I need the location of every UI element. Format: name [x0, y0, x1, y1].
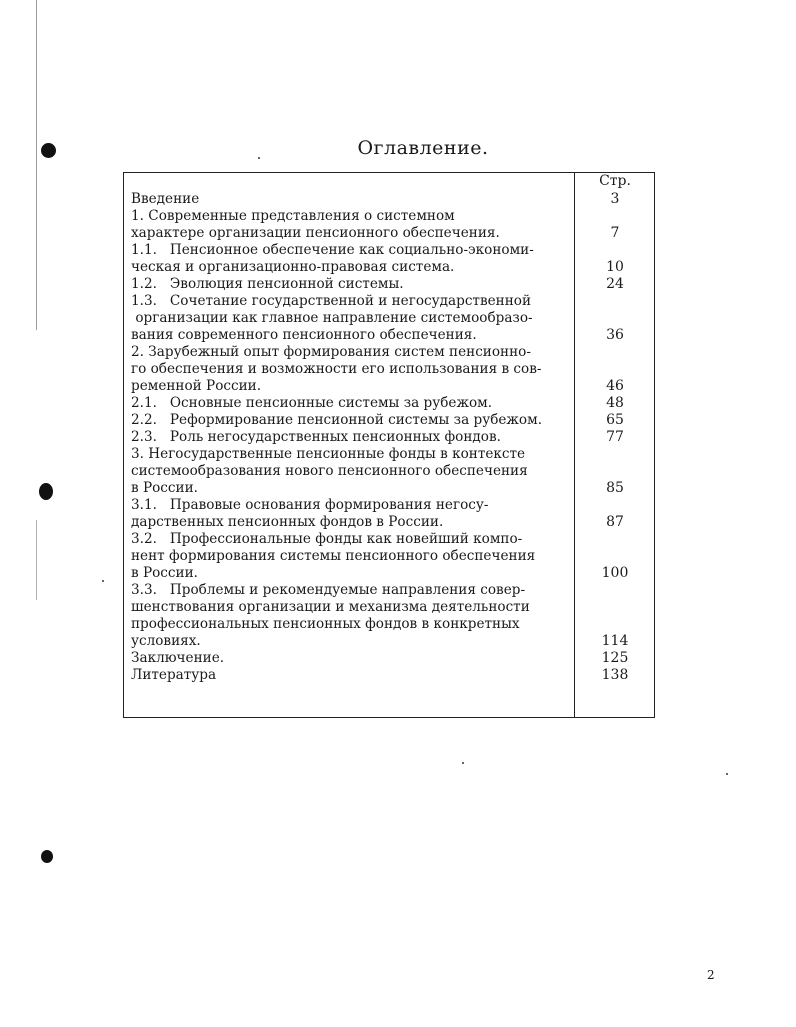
- toc-entry-page: 85: [606, 480, 624, 496]
- toc-entry-text: 2.3. Роль негосударственных пенсионных фондов.: [131, 429, 501, 445]
- toc-entry-page: 138: [601, 667, 629, 683]
- punch-hole: [39, 483, 53, 500]
- page-column-header: Стр.: [599, 173, 631, 189]
- toc-entry-page: 36: [606, 327, 624, 343]
- toc-entry: [124, 191, 654, 208]
- toc-entry-text: 1. Современные представления о системном: [131, 208, 455, 224]
- toc-entry-text: 1.3. Сочетание государственной и негосударственной: [131, 293, 532, 309]
- toc-entry-text: 3.2. Профессиональные фонды как новейший компо-: [131, 531, 523, 547]
- toc-entry-text: ческая и организационно-правовая система.: [131, 259, 455, 275]
- toc-entry-text: 2.1. Основные пенсионные системы за рубежом.: [131, 395, 493, 411]
- toc-entry: [124, 276, 654, 293]
- toc-entry-text: характере организации пенсионного обеспечения.: [131, 225, 500, 241]
- scan-edge-line: [36, 0, 37, 330]
- toc-entry-text: профессиональных пенсионных фондов в конкретных: [131, 616, 520, 632]
- toc-entry-text: условиях.: [131, 633, 201, 649]
- toc-entry-text: 1.1. Пенсионное обеспечение как социально-экономи-: [131, 242, 534, 258]
- toc-entry-text: организации как главное направление системообразо-: [131, 310, 533, 326]
- toc-entry-page: 3: [610, 191, 620, 207]
- toc-entry: [124, 497, 654, 531]
- toc-entry-text: 3.1. Правовые основания формирования негосу-: [131, 497, 489, 513]
- toc-entry: [124, 650, 654, 667]
- toc-entry-text: 1.2. Эволюция пенсионной системы.: [131, 276, 404, 292]
- toc-entry-page: 46: [606, 378, 624, 394]
- toc-entry-page: 48: [606, 395, 624, 411]
- toc-entry-page: 77: [606, 429, 624, 445]
- toc-entry: [124, 429, 654, 446]
- toc-entry: [124, 344, 654, 395]
- toc-entry-text: нент формирования системы пенсионного обеспечения: [131, 548, 536, 564]
- scan-speck: [726, 773, 728, 775]
- toc-entry-text: Введение: [131, 191, 200, 207]
- scan-speck: [462, 762, 464, 764]
- toc-entry-text: в России.: [131, 565, 198, 581]
- page-number: 2: [707, 968, 715, 982]
- toc-entry-text: 3. Негосударственные пенсионные фонды в контексте: [131, 446, 526, 462]
- scan-speck: [102, 580, 104, 582]
- toc-entry-page: 87: [606, 514, 624, 530]
- toc-entry: [124, 531, 654, 582]
- toc-entry-text: вания современного пенсионного обеспечения.: [131, 327, 477, 343]
- toc-entry-text: в России.: [131, 480, 198, 496]
- toc-entry-text: ременной России.: [131, 378, 262, 394]
- toc-entry-text: дарственных пенсионных фондов в России.: [131, 514, 444, 530]
- toc-entry: [124, 395, 654, 412]
- toc-entry-text: Заключение.: [131, 650, 225, 666]
- scan-edge-line: [36, 520, 37, 600]
- toc-entry-page: 10: [606, 259, 624, 275]
- toc-entry-text: шенствования организации и механизма деятельности: [131, 599, 530, 615]
- toc-entry-page: 114: [601, 633, 629, 649]
- toc-entry-page: 24: [606, 276, 624, 292]
- toc-entry: [124, 667, 654, 684]
- punch-hole: [41, 850, 53, 863]
- toc-entry-page: 65: [606, 412, 624, 428]
- toc-entry-page: 125: [601, 650, 629, 666]
- toc-table: [123, 172, 655, 718]
- toc-entry-page: 100: [601, 565, 629, 581]
- toc-entry: [124, 412, 654, 429]
- toc-entry-text: 2.2. Реформирование пенсионной системы за рубежом.: [131, 412, 543, 428]
- page-title: Оглавление.: [357, 137, 489, 159]
- toc-entry: [124, 293, 654, 344]
- toc-entry: [124, 208, 654, 242]
- toc-entry-text: 3.3. Проблемы и рекомендуемые направления совер-: [131, 582, 526, 598]
- toc-entry: [124, 242, 654, 276]
- toc-entry-text: Литература: [131, 667, 217, 683]
- toc-entry: [124, 582, 654, 650]
- toc-entry-text: го обеспечения и возможности его использования в сов-: [131, 361, 542, 377]
- toc-entry-text: 2. Зарубежный опыт формирования систем пенсионно-: [131, 344, 531, 360]
- toc-entry-page: 7: [610, 225, 620, 241]
- toc-entry-text: системообразования нового пенсионного обеспечения: [131, 463, 528, 479]
- toc-entry: [124, 446, 654, 497]
